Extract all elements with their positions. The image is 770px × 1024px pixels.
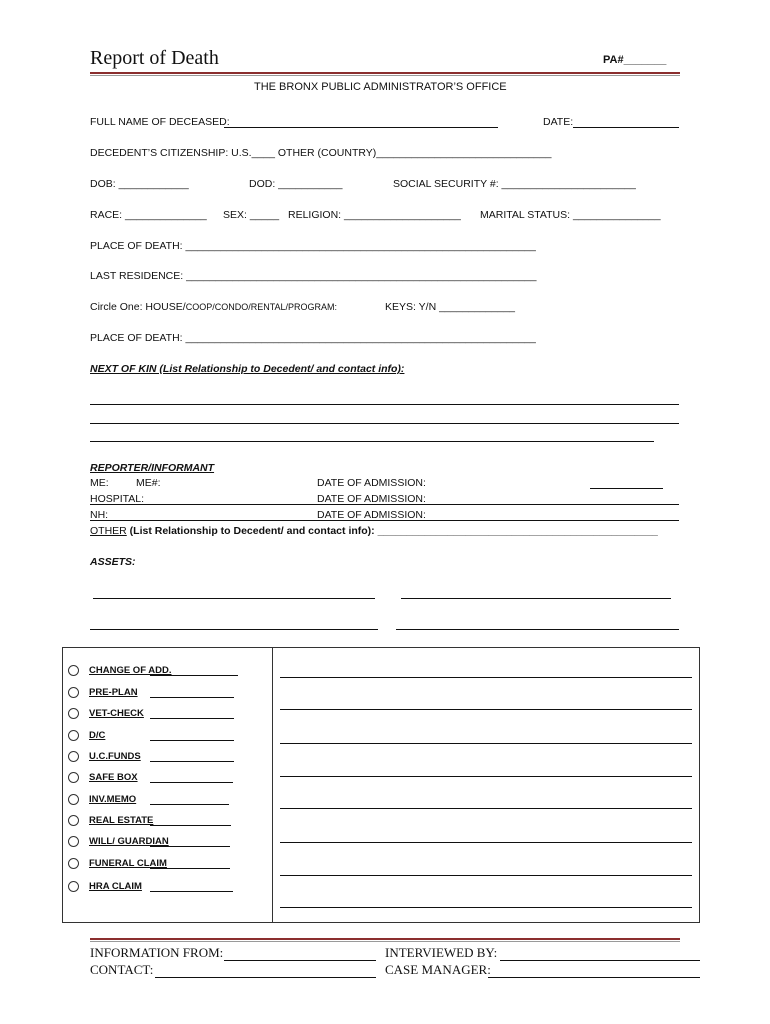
notes-line[interactable] (280, 776, 692, 777)
checklist-checkbox[interactable] (68, 730, 79, 741)
checklist-label: PRE-PLAN (89, 686, 138, 698)
checklist-item[interactable] (68, 684, 138, 700)
date-field[interactable] (573, 127, 679, 128)
checklist-label: FUNERAL CLAIM (89, 857, 167, 869)
religion-field[interactable]: RELIGION: ____________________ (288, 209, 461, 221)
checklist-item[interactable] (68, 705, 144, 721)
full-name-label: FULL NAME OF DECEASED: (90, 116, 230, 128)
checklist-label: U.C.FUNDS (89, 750, 141, 762)
page-title: Report of Death (90, 47, 219, 69)
checklist-entry-line[interactable] (150, 718, 234, 719)
admission-date-label: DATE OF ADMISSION: (317, 493, 426, 505)
checklist-checkbox[interactable] (68, 794, 79, 805)
checklist-item[interactable] (68, 748, 141, 764)
notes-line[interactable] (280, 709, 692, 710)
residence-type-label (90, 301, 337, 313)
checklist-label: INV.MEMO (89, 793, 137, 805)
checklist-entry-line[interactable] (150, 697, 234, 698)
header-rule-shadow (90, 75, 680, 76)
next-of-kin-heading: NEXT OF KIN (List Relationship to Decedent/ and contact info): (90, 363, 405, 375)
hospital-label: HOSPITAL: (90, 493, 145, 505)
checklist-label: D/C (89, 729, 106, 741)
notes-line[interactable] (280, 875, 692, 876)
asset-line[interactable] (90, 629, 378, 630)
checklist-checkbox[interactable] (68, 815, 79, 826)
place-of-death-field-2[interactable]: PLACE OF DEATH: ____________________________________________________________ (90, 332, 536, 344)
interviewed-by-label: INTERVIEWED BY: (385, 945, 498, 960)
other-instructions: (List Relationship to Decedent/ and contact info): ________________________________________________ (126, 525, 658, 537)
next-of-kin-line[interactable] (90, 404, 679, 405)
next-of-kin-line[interactable] (90, 423, 679, 424)
notes-line[interactable] (280, 677, 692, 678)
checklist-checkbox[interactable] (68, 858, 79, 869)
last-residence-field[interactable]: LAST RESIDENCE: ____________________________________________________________ (90, 270, 537, 282)
date-label: DATE: (543, 116, 574, 128)
nh-label: NH: (90, 509, 109, 521)
checklist-entry-line[interactable] (150, 825, 231, 826)
asset-line[interactable] (401, 598, 671, 599)
notes-line[interactable] (280, 907, 692, 908)
footer-rule (90, 938, 680, 940)
checklist-entry-line[interactable] (150, 868, 230, 869)
checklist-entry-line[interactable] (150, 891, 233, 892)
admission-date-label: DATE OF ADMISSION: (317, 509, 426, 521)
checklist-box (62, 647, 700, 923)
checklist-item[interactable] (68, 812, 153, 828)
assets-heading: ASSETS: (90, 556, 136, 568)
asset-line[interactable] (93, 598, 375, 599)
checklist-checkbox[interactable] (68, 687, 79, 698)
place-of-death-field[interactable]: PLACE OF DEATH: ____________________________________________________________ (90, 240, 536, 252)
checklist-entry-line[interactable] (150, 782, 233, 783)
reporter-heading: REPORTER/INFORMANT (90, 462, 215, 474)
checklist-label: REAL ESTATE (89, 814, 154, 826)
case-manager-field[interactable] (488, 977, 700, 978)
checklist-entry-line[interactable] (150, 740, 234, 741)
checklist-entry-line[interactable] (150, 804, 229, 805)
checklist-entry-line[interactable] (150, 675, 238, 676)
circle-one-prefix: Circle One: HOUSE/ (90, 301, 186, 313)
interviewed-by-field[interactable] (500, 960, 700, 961)
checklist-checkbox[interactable] (68, 836, 79, 847)
checklist-checkbox[interactable] (68, 772, 79, 783)
checklist-checkbox[interactable] (68, 881, 79, 892)
other-label: OTHER (90, 525, 127, 537)
checklist-entry-line[interactable] (150, 846, 230, 847)
checklist-label: HRA CLAIM (89, 880, 142, 892)
notes-line[interactable] (280, 842, 692, 843)
checklist-checkbox[interactable] (68, 708, 79, 719)
pa-number[interactable]: PA#_______ (603, 54, 667, 66)
asset-line[interactable] (396, 629, 679, 630)
admission-date-label: DATE OF ADMISSION: (317, 477, 426, 489)
checklist-label: WILL/ GUARDIAN (89, 835, 169, 847)
checklist-label: CHANGE OF ADD. (89, 664, 172, 676)
information-from-field[interactable] (224, 960, 376, 961)
checklist-entry-line[interactable] (150, 761, 234, 762)
contact-field[interactable] (155, 977, 376, 978)
footer-rule-shadow (90, 941, 680, 942)
dob-field[interactable]: DOB: ____________ (90, 178, 189, 190)
checklist-checkbox[interactable] (68, 665, 79, 676)
citizenship-field[interactable]: DECEDENT’S CITIZENSHIP: U.S.____ OTHER (COUNTRY)______________________________ (90, 147, 552, 159)
next-of-kin-line[interactable] (90, 441, 654, 442)
ssn-field[interactable]: SOCIAL SECURITY #: _______________________ (393, 178, 636, 190)
race-field[interactable]: RACE: ______________ (90, 209, 207, 221)
marital-status-field[interactable]: MARITAL STATUS: _______________ (480, 209, 661, 221)
checklist-item[interactable] (68, 791, 136, 807)
admission-date-field[interactable] (590, 488, 663, 489)
office-name: THE BRONX PUBLIC ADMINISTRATOR’S OFFICE (254, 81, 507, 93)
notes-line[interactable] (280, 808, 692, 809)
information-from-label: INFORMATION FROM: (90, 945, 224, 960)
notes-line[interactable] (280, 743, 692, 744)
other-informant-field[interactable] (90, 525, 658, 537)
dod-field[interactable]: DOD: ___________ (249, 178, 343, 190)
header-rule (90, 72, 680, 74)
sex-field[interactable]: SEX: _____ (223, 209, 280, 221)
contact-label: CONTACT: (90, 962, 154, 977)
me-label: ME: (90, 477, 109, 489)
me-number-label: ME#: (136, 477, 161, 489)
full-name-field[interactable] (224, 127, 498, 128)
checklist-checkbox[interactable] (68, 751, 79, 762)
residence-type-options[interactable]: COOP/CONDO/RENTAL/PROGRAM: (185, 302, 338, 312)
keys-field[interactable]: KEYS: Y/N _____________ (385, 301, 515, 313)
checklist-item[interactable] (68, 727, 105, 743)
checklist-label: VET-CHECK (89, 707, 144, 719)
checklist-label: SAFE BOX (89, 771, 138, 783)
checklist-item[interactable] (68, 878, 142, 894)
checklist-item[interactable] (68, 769, 138, 785)
checklist-divider (272, 647, 273, 923)
case-manager-label: CASE MANAGER: (385, 962, 491, 977)
